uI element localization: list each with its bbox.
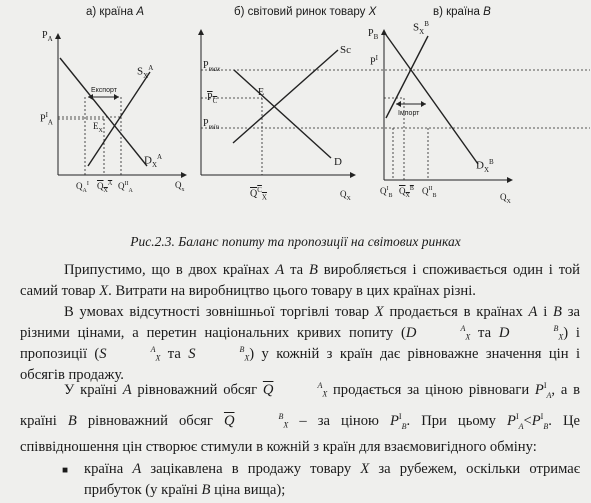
panel-c-import-label: Імпорт (398, 110, 420, 117)
bullet-marker: ■ (62, 465, 69, 476)
panel-b-pmax-label: $P_{max}$ (203, 60, 221, 73)
panel-b-equilibrium-label: E (258, 87, 265, 98)
panel-c-demand-label: $D_X^B$ (476, 158, 494, 174)
bullet-item-1: країна A зацікавлена в продажу товару X за рубежем, оскільки отримає прибуток (у країні B ціна вища); (84, 461, 580, 498)
panel-a-q2-label: $Q_X^A$ (97, 181, 113, 194)
panel-a-price-label: $P^I_A$ (40, 111, 53, 127)
panel-b-pmin-label: $P_{min}$ (203, 118, 220, 131)
figure (0, 0, 591, 230)
panel-b-demand-label: D (334, 156, 342, 168)
panel-c-supply-label: $S_X^B$ (413, 20, 429, 36)
paragraph-3: У країні A рівноважний обсяг $\overline{Q}$ $^A_X$ продається за ціною рівноваги $P^I_A$, а в країні B рівноважний обсяг $\overline{Q}$ $^B_X$ – за ціною $P^I_B$. При цьому $P^I_A<P^I_B$. Це співвідношення цін створює стимули в кожній з країн для взаємовигідного обміну: (20, 381, 580, 455)
figure-caption: Рис.2.3. Баланс попиту та пропозиції на світових ринках (130, 234, 461, 249)
panel-a-q3-label: $Q^{II}_A$ (118, 181, 133, 194)
paragraph-1: Припустимо, що в двох країнах A та B виробляється і споживається один і той самий товар X. Витрати на виробництво цього товару в цих країнах різні. (20, 262, 580, 299)
paragraph-2: В умовах відсутності зовнішньої торгівлі товар X продається в країнах A і B за різними цінами, а перетин національних кривих попиту (D $^A_X$ та D $^B_X$) і пропозиції (S $^A_X$ та S $^B_X$) у кожній з країн дає рівноважне значення цін і обсягів продажу. (20, 304, 580, 383)
panel-c-q1-label: $Q^I_B$ (380, 186, 393, 199)
panel-a-title: а) країна A (86, 6, 145, 18)
panel-a-supply-label: $S_X^A$ (137, 64, 154, 80)
panel-a-x-label: $Q_x$ (175, 180, 185, 193)
panel-a-q1-label: $Q_A^I$ (76, 181, 89, 194)
panel-b-supply-line (233, 50, 338, 143)
panel-c-q2-label: $Q_X^B$ (399, 186, 414, 199)
panel-b-qc-label: $Q^C_X$ (250, 186, 267, 202)
panel-a-demand-line (60, 58, 147, 166)
panel-a-equilibrium-label: $E_X$ (93, 121, 103, 134)
panel-b-demand-line (234, 70, 331, 158)
panel-c-y-label: $P_B$ (368, 28, 379, 41)
panel-a-export-label: Експорт (91, 87, 117, 94)
panel-c-title: в) країна B (433, 6, 491, 18)
panel-a-y-label: $P_A$ (42, 30, 53, 43)
panel-b-pc-label: $P_C$ (207, 92, 218, 105)
panel-a-demand-label: $D_X^A$ (144, 153, 163, 169)
panel-c-q3-label: $Q^{II}_B$ (422, 186, 437, 199)
panel-c-price-label: $P^I$ (370, 54, 378, 68)
panel-b-x-label: $Q_X$ (340, 189, 351, 202)
panel-c-x-label: $Q_X$ (500, 192, 511, 205)
panel-b-title: б) світовий ринок товару X (234, 6, 377, 18)
panel-c-demand-line (384, 32, 478, 164)
panel-b-supply-label: Sc (340, 44, 351, 56)
